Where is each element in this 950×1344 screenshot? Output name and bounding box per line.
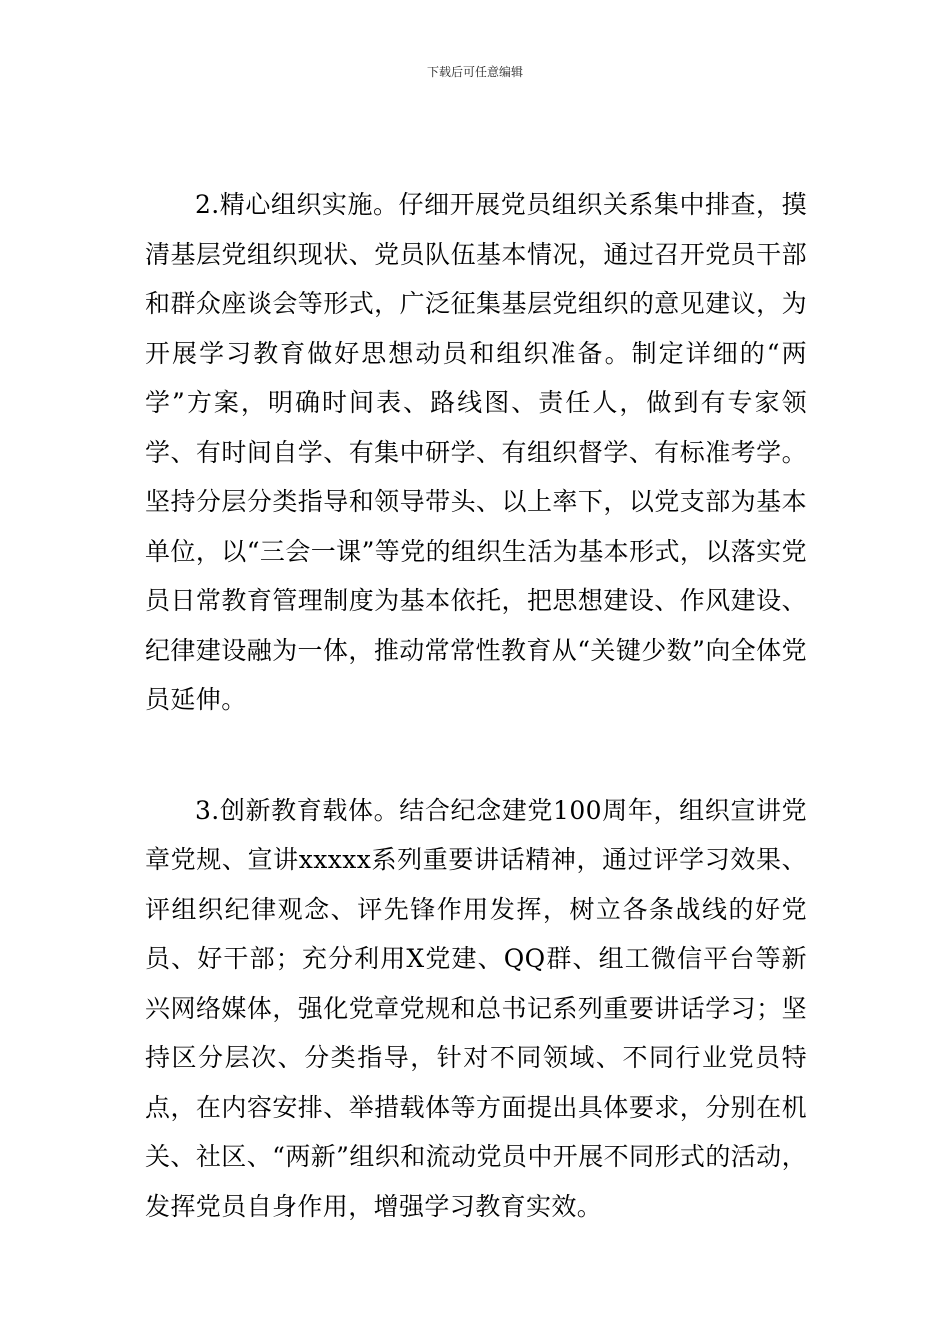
- paragraph-education-carrier: 3.创新教育载体。结合纪念建党100周年，组织宣讲党章党规、宣讲xxxxx系列重要讲话精神，通过评学习效果、评组织纪律观念、评先锋作用发挥，树立各条战线的好党员、好干部；充分利用X党建、QQ群、组工微信平台等新兴网络媒体，强化党章党规和总书记系列重要讲话学习；坚持区分层次、分类指导，针对不同领域、不同行业党员特点，在内容安排、举措载体等方面提出具体要求，分别在机关、社区、“两新”组织和流动党员中开展不同形式的活动，发挥党员自身作用，增强学习教育实效。: [145, 795, 807, 1221]
- page-header: 下载后可任意编辑: [426, 65, 523, 79]
- document-body: [145, 180, 807, 1231]
- paragraph-implementation: 2.精心组织实施。仔细开展党员组织关系集中排查，摸清基层党组织现状、党员队伍基本情况，通过召开党员干部和群众座谈会等形式，广泛征集基层党组织的意见建议，为开展学习教育做好思想动员和组织准备。制定详细的“两学”方案，明确时间表、路线图、责任人，做到有专家领学、有时间自学、有集中研学、有组织督学、有标准考学。坚持分层分类指导和领导带头、以上率下，以党支部为基本单位，以“三会一课”等党的组织生活为基本形式，以落实党员日常教育管理制度为基本依托，把思想建设、作风建设、纪律建设融为一体，推动常常性教育从“关键少数”向全体党员延伸。: [145, 190, 807, 714]
